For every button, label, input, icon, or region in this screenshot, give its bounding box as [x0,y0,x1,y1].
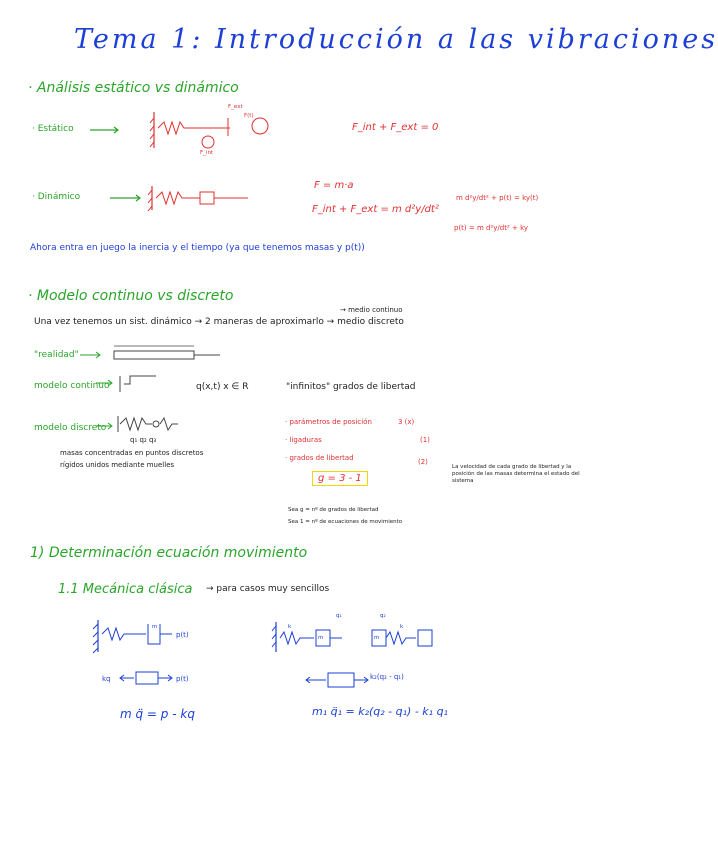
continuo-label: modelo continuo [34,381,110,391]
bottom-note-2: Sea 1 = nº de ecuaciones de movimiento [288,519,403,525]
diagram-label-fext: F_ext [228,104,243,110]
right-k2: k [400,624,404,630]
page-title: Tema 1: Introducción a las vibraciones [74,24,718,55]
section-heading-ecuacion: 1) Determinación ecuación movimiento [30,545,308,561]
estatico-label: · Estático [32,124,74,134]
sub-heading-mecanica: 1.1 Mecánica clásica [58,582,193,597]
dynamic-spring-diagram [148,184,258,214]
static-equation: F_int + F_ext = 0 [352,122,439,133]
side-note: La velocidad de cada grado de libertad y la posición de las masas determina el estado del sistema [452,464,580,484]
discreto-label: modelo discreto [34,423,107,433]
left-mass-label: m [152,624,158,630]
dynamic-eq-1: F = m·a [314,180,354,191]
arrow-icon [110,193,150,203]
right-middle-force: k₂(q₂ - q₁) [370,673,404,681]
left-force-label: p(t) [176,631,189,639]
realidad-label: "realidad" [34,350,79,360]
diagram-label-ft: F(t) [244,113,254,119]
right-mass-2: m [374,635,380,641]
medio-continuo-note: → medio continuo [340,306,403,314]
right-q2: q₂ [380,613,386,619]
diagram-label-fint: F_int [200,150,214,156]
param-item-2: · ligaduras [285,436,322,444]
continuo-note: "infinitos" grados de libertad [286,382,416,392]
dynamic-eq-3: m d²y/dt² + p(t) = ky(t) [456,194,539,202]
param-count-3: (2) [418,458,428,466]
right-q1: q₁ [336,613,342,619]
dynamic-eq-4: p(t) = m d²y/dt² + ky [454,224,529,232]
right-equation: m₁ q̈₁ = k₂(q₂ - q₁) - k₁ q₁ [312,705,448,718]
sub-heading-note: → para casos muy sencillos [206,584,330,594]
two-dof-diagram [272,618,452,658]
left-equation: m q̈ = p - kq [120,707,195,721]
intro-text: Una vez tenemos un sist. dinámico → 2 maneras de aproximarlo → medio discreto [34,317,404,327]
discreto-sub: q₁ q₂ q₃ [130,436,157,444]
bottom-note-1: Sea g = nº de grados de libertad [288,507,379,513]
section-heading-modelo: · Modelo continuo vs discreto [28,288,234,304]
discreto-note-1: masas concentradas en puntos discretos [60,449,204,457]
param-item-1: · parámetros de posición [285,418,372,426]
dinamico-label: · Dinámico [32,192,81,202]
continuo-equation: q(x,t) x ∈ R [196,382,249,392]
section-heading-analisis: · Análisis estático vs dinámico [28,80,239,96]
dynamic-eq-2: F_int + F_ext = m d²y/dt² [312,204,439,215]
param-count-1: 3 (x) [398,418,415,426]
left-spring-force: kq [102,675,111,683]
static-spring-diagram [150,108,300,158]
right-mass-1: m [318,635,324,641]
gdl-equation: g = 3 - 1 [312,471,368,486]
param-item-3: · grados de libertad [285,454,354,462]
param-count-2: (1) [420,436,430,444]
discreto-note-2: rígidos unidos mediante muelles [60,461,175,469]
discrete-model-diagram [96,412,186,438]
continuous-beam-diagram [80,342,230,364]
left-applied-force: p(t) [176,675,189,683]
inertia-note: Ahora entra en juego la inercia y el tiempo (ya que tenemos masas y p(t)) [30,243,365,253]
continuous-model-diagram [96,374,176,394]
right-k1: k [288,624,292,630]
